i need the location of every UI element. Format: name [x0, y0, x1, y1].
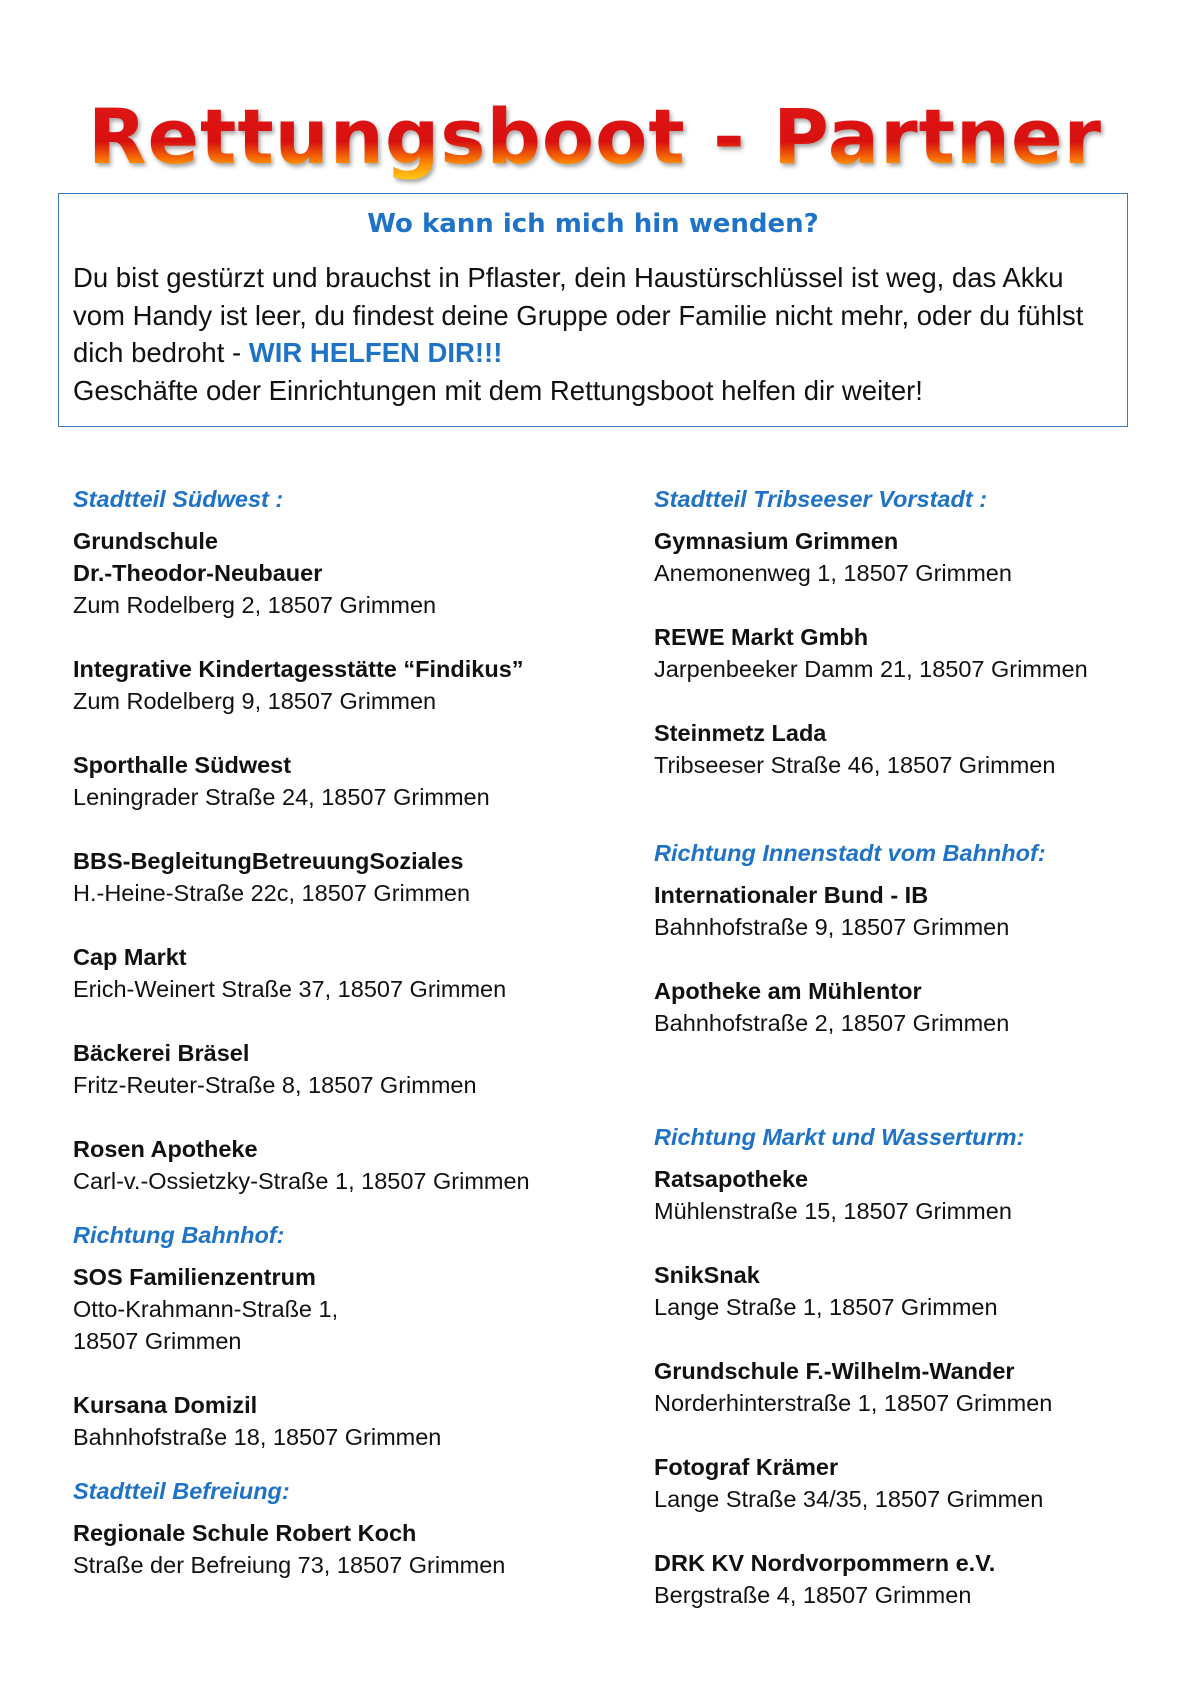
info-text: [73, 259, 1113, 409]
info-text-intro: Du bist gestürzt und brauchst in Pflaster, dein Haustürschlüssel ist weg, das Akku vom Handy ist leer, du findest deine Gruppe oder Familie nicht mehr, oder du fühlst dich bedroht -: [73, 262, 1084, 368]
partner-name: BBS-BegleitungBetreuungSoziales: [73, 848, 464, 874]
section-heading-innenstadt: Richtung Innenstadt vom Bahnhof:: [654, 840, 1046, 866]
partner-name: Ratsapotheke: [654, 1166, 809, 1192]
info-heading: Wo kann ich mich hin wenden?: [367, 209, 819, 239]
partner-entry: [73, 941, 633, 1005]
partner-name: SOS Familienzentrum: [73, 1264, 316, 1290]
partner-entry: [654, 975, 1154, 1039]
partner-name: SnikSnak: [654, 1262, 760, 1288]
partner-entry: [654, 621, 1154, 685]
partner-address: Bahnhofstraße 2, 18507 Grimmen: [654, 1010, 1010, 1036]
partner-address: Bahnhofstraße 18, 18507 Grimmen: [73, 1424, 442, 1450]
partner-name: Gymnasium Grimmen: [654, 528, 899, 554]
partner-name: Cap Markt: [73, 944, 187, 970]
partner-entry: [73, 1037, 633, 1101]
partner-entry: [73, 1517, 633, 1581]
partner-name: DRK KV Nordvorpommern e.V.: [654, 1550, 996, 1576]
partner-entry: [654, 1547, 1154, 1611]
partner-name: Steinmetz Lada: [654, 720, 827, 746]
partner-entry: [654, 879, 1154, 943]
partner-name: Grundschule F.-Wilhelm-Wander: [654, 1358, 1015, 1384]
section-heading-suedwest: Stadtteil Südwest :: [73, 486, 284, 512]
partner-name: Bäckerei Bräsel: [73, 1040, 250, 1066]
partner-address: Anemonenweg 1, 18507 Grimmen: [654, 560, 1012, 586]
partner-address: Bahnhofstraße 9, 18507 Grimmen: [654, 914, 1010, 940]
partner-entry: [654, 717, 1154, 781]
partner-address: Bergstraße 4, 18507 Grimmen: [654, 1582, 972, 1608]
partner-address: Zum Rodelberg 2, 18507 Grimmen: [73, 592, 437, 618]
partner-address: Fritz-Reuter-Straße 8, 18507 Grimmen: [73, 1072, 477, 1098]
partner-entry: [654, 525, 1154, 589]
partner-entry: [73, 1133, 633, 1197]
section-heading-tribseeser: Stadtteil Tribseeser Vorstadt :: [654, 486, 988, 512]
section-heading-markt-wasserturm: Richtung Markt und Wasserturm:: [654, 1124, 1025, 1150]
partner-name: REWE Markt Gmbh: [654, 624, 869, 650]
partner-entry: [654, 1451, 1154, 1515]
partner-address: Tribseeser Straße 46, 18507 Grimmen: [654, 752, 1056, 778]
partner-name: Kursana Domizil: [73, 1392, 258, 1418]
partner-entry: [73, 749, 633, 813]
partner-name: Grundschule: [73, 528, 218, 554]
info-highlight: WIR HELFEN DIR!!!: [248, 337, 503, 368]
partner-address: Mühlenstraße 15, 18507 Grimmen: [654, 1198, 1012, 1224]
page-title: Rettungsboot - Partner: [0, 92, 1190, 182]
partner-address: Carl-v.-Ossietzky-Straße 1, 18507 Grimmen: [73, 1168, 530, 1194]
partner-address: Zum Rodelberg 9, 18507 Grimmen: [73, 688, 437, 714]
info-box: [58, 193, 1128, 427]
info-text-outro: Geschäfte oder Einrichtungen mit dem Rettungsboot helfen dir weiter!: [73, 374, 923, 406]
partner-name: Internationaler Bund - IB: [654, 882, 929, 908]
partner-address: 18507 Grimmen: [73, 1328, 242, 1354]
partner-address: H.-Heine-Straße 22c, 18507 Grimmen: [73, 880, 471, 906]
partner-address: Straße der Befreiung 73, 18507 Grimmen: [73, 1552, 506, 1578]
partner-name: Integrative Kindertagesstätte “Findikus”: [73, 656, 524, 682]
partner-entry: [73, 653, 633, 717]
partner-entry: [73, 1389, 633, 1453]
partner-name: Regionale Schule Robert Koch: [73, 1520, 417, 1546]
partner-address: Leningrader Straße 24, 18507 Grimmen: [73, 784, 490, 810]
left-column: [73, 483, 633, 1581]
partner-address: Jarpenbeeker Damm 21, 18507 Grimmen: [654, 656, 1088, 682]
right-column: [654, 483, 1154, 1611]
partner-name: Apotheke am Mühlentor: [654, 978, 922, 1004]
partner-entry: [654, 1163, 1154, 1227]
partner-entry: [654, 1259, 1154, 1323]
section-heading-bahnhof: Richtung Bahnhof:: [73, 1222, 285, 1248]
partner-name: Rosen Apotheke: [73, 1136, 258, 1162]
partner-address: Norderhinterstraße 1, 18507 Grimmen: [654, 1390, 1053, 1416]
section-heading-befreiung: Stadtteil Befreiung:: [73, 1478, 290, 1504]
partner-entry: [654, 1355, 1154, 1419]
partner-name: Dr.-Theodor-Neubauer: [73, 560, 323, 586]
partner-address: Erich-Weinert Straße 37, 18507 Grimmen: [73, 976, 507, 1002]
partner-entry: [73, 845, 633, 909]
partner-address: Lange Straße 34/35, 18507 Grimmen: [654, 1486, 1044, 1512]
partner-address: Otto-Krahmann-Straße 1,: [73, 1296, 339, 1322]
partner-address: Lange Straße 1, 18507 Grimmen: [654, 1294, 998, 1320]
partner-name: Fotograf Krämer: [654, 1454, 839, 1480]
partner-entry: [73, 525, 633, 621]
partner-name: Sporthalle Südwest: [73, 752, 292, 778]
partner-entry: [73, 1261, 633, 1357]
